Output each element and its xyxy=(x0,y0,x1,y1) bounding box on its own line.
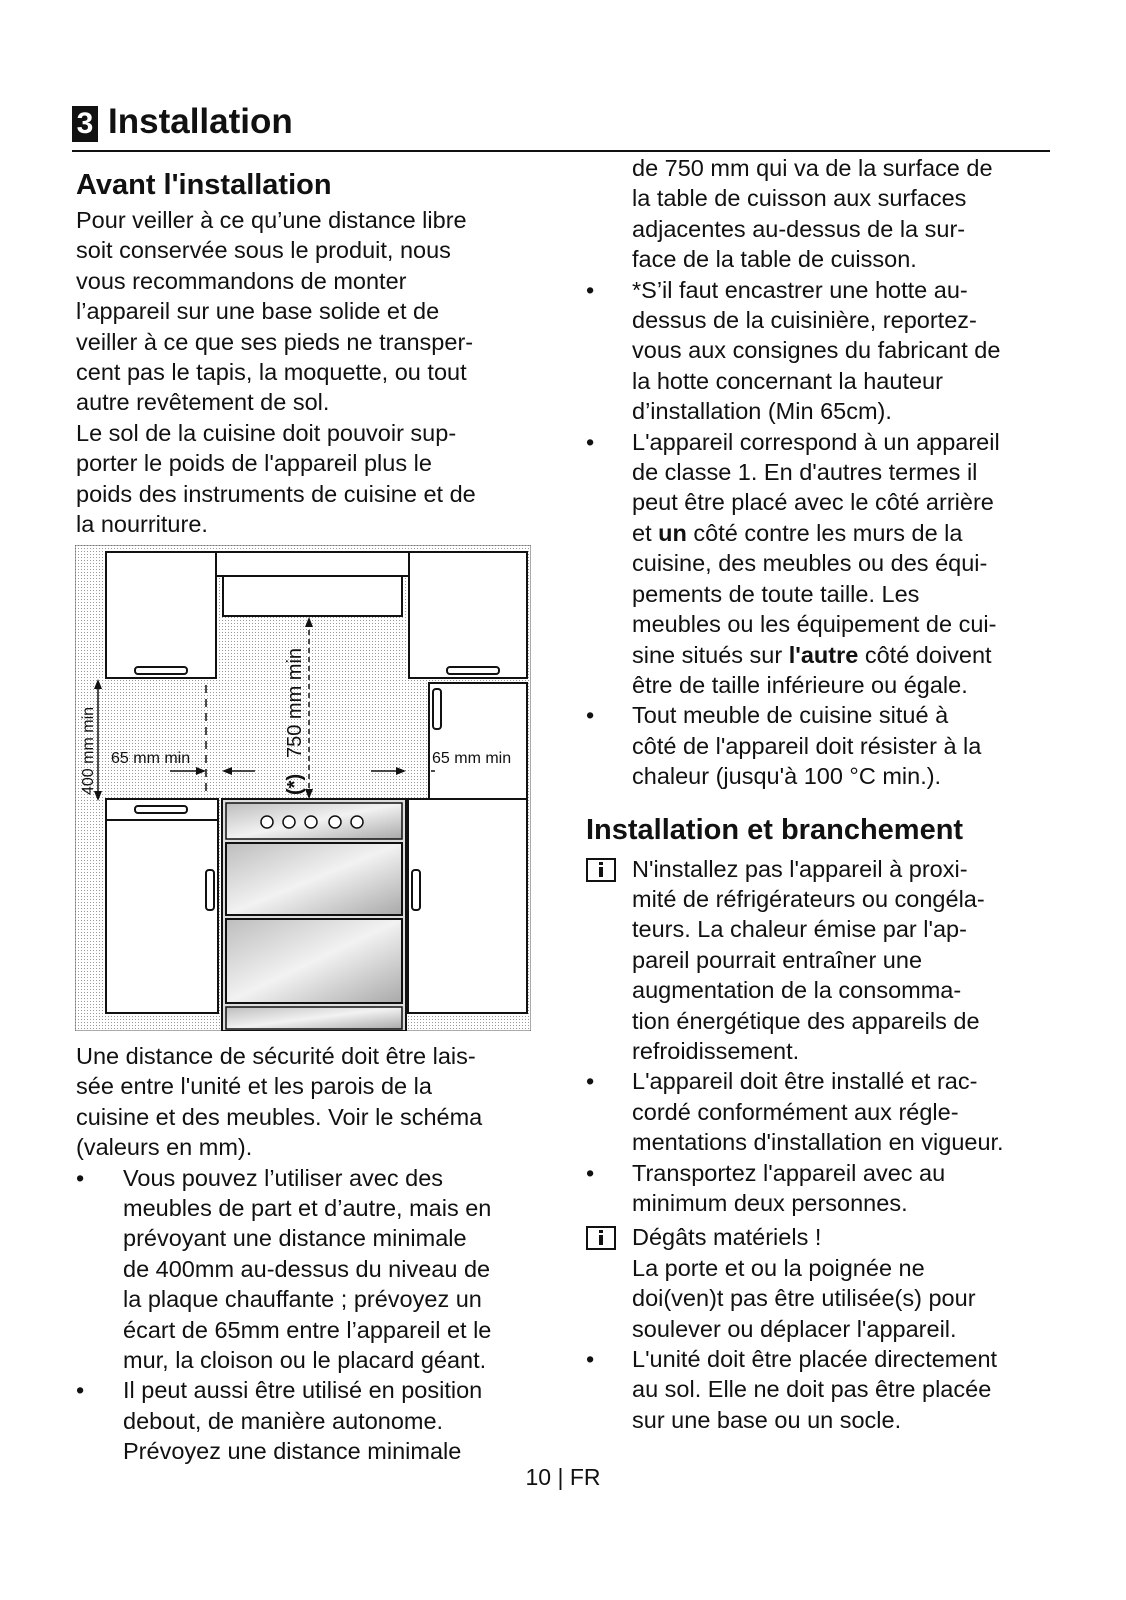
text-line: soulever ou déplacer l'appareil. xyxy=(632,1315,957,1342)
height-clearance-label: 400 mm min xyxy=(80,706,97,795)
section-heading-avant: Avant l'installation xyxy=(76,169,332,201)
hood-clearance-label: 750 mm min xyxy=(284,647,306,758)
chapter-header xyxy=(72,104,1050,152)
bullet-item xyxy=(586,1344,1066,1435)
cooker-hood xyxy=(223,576,402,616)
text-line: de 750 mm qui va de la surface de xyxy=(632,155,993,181)
asterisk-note-mark: (*) xyxy=(284,773,306,795)
bullet-item xyxy=(586,1066,1066,1157)
bullet-item xyxy=(76,1163,546,1376)
text-line: • Transportez l'appareil avec au xyxy=(632,1159,946,1186)
door-handle xyxy=(206,870,214,910)
text-line: • L'appareil correspond à un appareil xyxy=(632,428,1000,455)
text-line: écart de 65mm entre l’appareil et le xyxy=(123,1316,492,1343)
text-span: sine situés sur xyxy=(632,641,789,668)
text-line: vous aux consignes du fabricant de xyxy=(632,337,1001,364)
text-line: mur, la cloison ou le placard géant. xyxy=(123,1347,487,1374)
text-line: minimum deux personnes. xyxy=(632,1190,908,1216)
text-line: meubles de part et d’autre, mais en xyxy=(123,1195,492,1222)
text-line: cordé conformément aux régle- xyxy=(632,1098,959,1125)
section-heading-installation-branchement: Installation et branchement xyxy=(586,813,964,846)
text-line: pareil pourrait entraîner une xyxy=(632,946,923,973)
text-line: être de taille inférieure ou égale. xyxy=(632,671,968,698)
chapter-number-badge: 3 xyxy=(72,106,98,142)
bold-word: un xyxy=(658,519,687,546)
text-line: soit conservée sous le produit, nous xyxy=(76,237,451,264)
drawer-handle xyxy=(135,806,187,813)
cabinet-handle xyxy=(135,667,187,674)
text-line: côté de l'appareil doit résister à la xyxy=(632,732,982,759)
text-line: sée entre l'unité et les parois de la xyxy=(76,1073,432,1100)
text-line: (valeurs en mm). xyxy=(76,1134,253,1161)
fridge-handle xyxy=(433,689,441,729)
upper-oven-door xyxy=(226,843,402,915)
text-line: Une distance de sécurité doit être lais- xyxy=(76,1043,476,1069)
text-line: de 400mm au-dessus du niveau de xyxy=(123,1255,491,1282)
text-line: la nourriture. xyxy=(76,511,208,538)
text-line: • Tout meuble de cuisine situé à xyxy=(632,702,949,729)
page-number: 10 | FR xyxy=(525,1464,601,1490)
text-line: La porte et ou la poignée ne xyxy=(632,1254,925,1281)
text-line: la hotte concernant la hauteur xyxy=(632,367,943,394)
upper-cabinet-right xyxy=(409,552,527,678)
text-line: adjacentes au-dessus de la sur- xyxy=(632,215,966,242)
left-column xyxy=(76,167,546,539)
text-line: chaleur (jusqu'à 100 °C min.). xyxy=(632,763,942,790)
text-line: la table de cuisson aux surfaces xyxy=(632,185,967,212)
text-span: côté contre les murs de la xyxy=(686,519,963,546)
cooker-hood-top xyxy=(216,552,409,576)
text-line: refroidissement. xyxy=(632,1037,800,1064)
text-line: meubles ou les équipement de cui- xyxy=(632,611,997,638)
info-note xyxy=(586,854,1066,1067)
text-line: Pour veiller à ce qu’une distance libre xyxy=(76,207,467,233)
text-line: Prévoyez une distance minimale xyxy=(123,1438,462,1465)
text-line xyxy=(632,518,1066,548)
left-column-lower xyxy=(76,1041,546,1467)
bold-word: l'autre xyxy=(788,641,859,668)
intro-paragraph xyxy=(76,205,546,539)
bullet-item xyxy=(586,275,1066,427)
info-icon xyxy=(586,858,616,882)
right-gap-label: 65 mm min xyxy=(432,750,512,767)
text-line: face de la table de cuisson. xyxy=(632,246,917,273)
text-line: poids des instruments de cuisine et de xyxy=(76,480,476,507)
text-line: N'installez pas l'appareil à proxi- xyxy=(632,855,968,882)
text-line: Le sol de la cuisine doit pouvoir sup- xyxy=(76,419,457,446)
text-line: Dégâts matériels ! xyxy=(632,1224,822,1251)
lower-cabinet-right xyxy=(408,799,527,1013)
bullet-item xyxy=(586,700,1066,791)
text-line: • L'appareil doit être installé et rac- xyxy=(632,1068,978,1095)
text-line: au sol. Elle ne doit pas être placée xyxy=(632,1376,992,1403)
text-line: • Il peut aussi être utilisé en position xyxy=(123,1377,483,1404)
info-note xyxy=(586,1222,1066,1344)
continuation-paragraph xyxy=(586,153,1066,275)
text-span: et xyxy=(632,519,659,546)
text-line: augmentation de la consomma- xyxy=(632,977,962,1004)
text-line: teurs. La chaleur émise par l'ap- xyxy=(632,916,967,943)
cabinet-handle xyxy=(447,667,499,674)
text-span: côté doivent xyxy=(858,641,992,668)
text-line: cuisine, des meubles ou des équi- xyxy=(632,550,988,577)
bullet-item xyxy=(586,427,1066,701)
bullet-item xyxy=(76,1375,546,1466)
text-line: de classe 1. En d'autres termes il xyxy=(632,459,978,486)
door-handle xyxy=(412,870,420,910)
text-line: veiller à ce que ses pieds ne transper- xyxy=(76,328,474,355)
text-line: la plaque chauffante ; prévoyez un xyxy=(123,1286,482,1313)
text-line: l’appareil sur une base solide et de xyxy=(76,298,440,325)
fridge-unit xyxy=(429,683,527,799)
lower-cabinet-left xyxy=(106,799,218,1013)
text-line: sur une base ou un socle. xyxy=(632,1406,902,1433)
text-line: dessus de la cuisinière, reportez- xyxy=(632,307,977,334)
installation-clearance-diagram xyxy=(75,545,531,1031)
bullet-item xyxy=(586,1158,1066,1219)
safety-distance-paragraph xyxy=(76,1041,546,1163)
text-line: tion énergétique des appareils de xyxy=(632,1007,980,1034)
info-icon xyxy=(586,1226,616,1250)
text-line: autre revêtement de sol. xyxy=(76,389,330,416)
text-line: • *S’il faut encastrer une hotte au- xyxy=(632,276,968,303)
text-line: cent pas le tapis, la moquette, ou tout xyxy=(76,359,467,386)
left-gap-label: 65 mm min xyxy=(111,750,191,767)
text-line: prévoyant une distance minimale xyxy=(123,1225,467,1252)
text-line: • Vous pouvez l’utiliser avec des xyxy=(123,1164,444,1191)
text-line: • L'unité doit être placée directement xyxy=(632,1346,998,1373)
upper-cabinet-left xyxy=(106,552,216,678)
text-line xyxy=(632,640,1066,670)
text-line: mentations d'installation en vigueur. xyxy=(632,1129,1004,1156)
text-line: doi(ven)t pas être utilisée(s) pour xyxy=(632,1285,976,1312)
lower-oven-door xyxy=(226,919,402,1003)
text-line: vous recommandons de monter xyxy=(76,267,407,294)
text-line: debout, de manière autonome. xyxy=(123,1407,444,1434)
text-line: cuisine et des meubles. Voir le schéma xyxy=(76,1103,483,1130)
right-column xyxy=(586,153,1066,1435)
chapter-title: Installation xyxy=(108,102,293,141)
text-line: mité de réfrigérateurs ou congéla- xyxy=(632,885,985,912)
storage-drawer xyxy=(226,1007,402,1029)
text-line: pements de toute taille. Les xyxy=(632,580,920,607)
text-line: d’installation (Min 65cm). xyxy=(632,398,892,425)
text-line: peut être placé avec le côté arrière xyxy=(632,489,994,516)
text-line: porter le poids de l'appareil plus le xyxy=(76,450,432,477)
